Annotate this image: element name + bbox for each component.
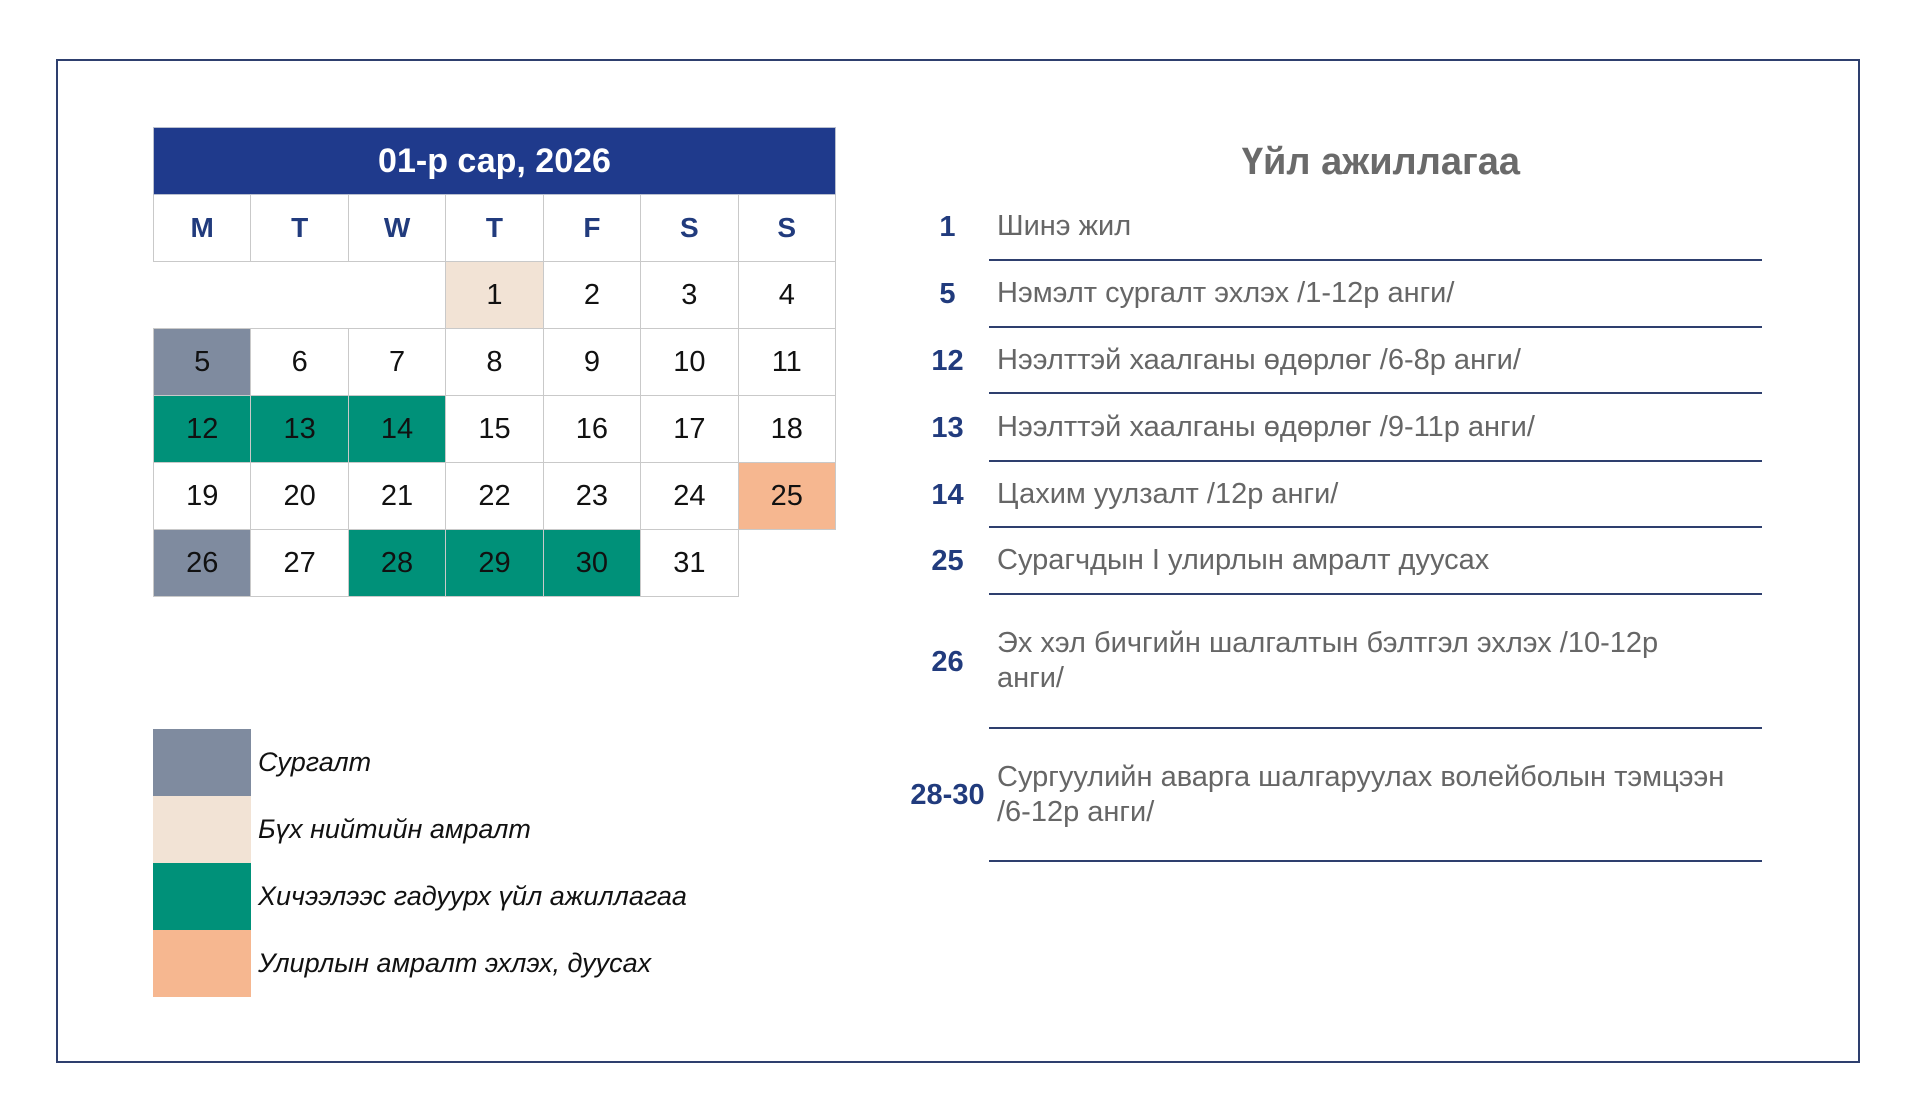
calendar-day-14: 14 bbox=[348, 396, 445, 463]
activity-description: Сурагчдын I улирлын амралт дуусах bbox=[997, 544, 1490, 576]
activity-row bbox=[906, 394, 1762, 462]
calendar-day-24: 24 bbox=[641, 463, 738, 530]
calendar-day-21: 21 bbox=[348, 463, 445, 530]
calendar-day-17: 17 bbox=[641, 396, 738, 463]
calendar-day-22: 22 bbox=[446, 463, 543, 530]
weekday-sunday: S bbox=[738, 195, 835, 262]
calendar-day-18: 18 bbox=[738, 396, 835, 463]
legend-item-term-break bbox=[153, 930, 687, 997]
activity-description-cell bbox=[989, 729, 1762, 862]
activity-description: Эх хэл бичгийн шалгалтын бэлтгэл эхлэх /10-12р анги/ bbox=[997, 627, 1659, 694]
legend-item-training bbox=[153, 729, 687, 796]
activity-date: 12 bbox=[931, 344, 964, 377]
legend-label-training: Сургалт bbox=[258, 747, 372, 777]
activity-row bbox=[906, 595, 1762, 729]
calendar-day-7: 7 bbox=[348, 329, 445, 396]
calendar-day-10: 10 bbox=[641, 329, 738, 396]
calendar-day-3: 3 bbox=[641, 262, 738, 329]
activity-description-cell bbox=[989, 193, 1762, 261]
weekday-monday: M bbox=[154, 195, 251, 262]
calendar-day-12: 12 bbox=[154, 396, 251, 463]
calendar-week-row bbox=[154, 329, 836, 396]
activity-description-cell bbox=[989, 328, 1762, 394]
activity-date: 13 bbox=[931, 411, 964, 444]
calendar-day-5: 5 bbox=[154, 329, 251, 396]
legend-item-public-holiday bbox=[153, 796, 687, 863]
legend-label-public-holiday: Бүх нийтийн амралт bbox=[258, 814, 531, 844]
activity-row bbox=[906, 261, 1762, 328]
calendar-day-23: 23 bbox=[543, 463, 640, 530]
calendar-day-30: 30 bbox=[543, 530, 640, 597]
calendar-day-26: 26 bbox=[154, 530, 251, 597]
activity-row bbox=[906, 528, 1762, 595]
calendar-week-row bbox=[154, 396, 836, 463]
activity-description: Шинэ жил bbox=[997, 209, 1132, 242]
activity-description-cell bbox=[989, 595, 1762, 729]
calendar-empty-cell bbox=[348, 262, 445, 329]
calendar-empty-cell bbox=[251, 262, 348, 329]
activity-date: 25 bbox=[931, 545, 964, 577]
calendar-day-9: 9 bbox=[543, 329, 640, 396]
activity-description: Нэмэлт сургалт эхлэх /1-12р анги/ bbox=[997, 277, 1455, 309]
activity-date: 5 bbox=[939, 278, 956, 310]
weekday-tuesday: T bbox=[251, 195, 348, 262]
calendar-week-row bbox=[154, 530, 836, 597]
calendar-day-4: 4 bbox=[738, 262, 835, 329]
calendar-day-2: 2 bbox=[543, 262, 640, 329]
calendar-day-19: 19 bbox=[154, 463, 251, 530]
weekday-wednesday: W bbox=[348, 195, 445, 262]
activity-description: Нээлттэй хаалганы өдөрлөг /9-11р анги/ bbox=[997, 410, 1535, 443]
activity-date: 26 bbox=[931, 645, 964, 678]
calendar-week-row bbox=[154, 463, 836, 530]
calendar-day-31: 31 bbox=[641, 530, 738, 597]
activity-date: 1 bbox=[939, 210, 956, 243]
legend-swatch-extracurricular bbox=[153, 863, 251, 930]
calendar-title: 01-р сар, 2026 bbox=[154, 128, 836, 195]
activities-list bbox=[906, 193, 1762, 862]
activity-description: Цахим уулзалт /12р анги/ bbox=[997, 477, 1339, 510]
weekday-saturday: S bbox=[641, 195, 738, 262]
calendar-day-8: 8 bbox=[446, 329, 543, 396]
calendar-legend bbox=[153, 729, 687, 997]
activity-row bbox=[906, 193, 1762, 261]
activity-description-cell bbox=[989, 528, 1762, 595]
activity-row bbox=[906, 462, 1762, 528]
activity-description-cell bbox=[989, 394, 1762, 462]
calendar-day-29: 29 bbox=[446, 530, 543, 597]
month-calendar bbox=[153, 127, 836, 597]
calendar-day-20: 20 bbox=[251, 463, 348, 530]
legend-swatch-term-break bbox=[153, 930, 251, 997]
legend-label-extracurricular: Хичээлээс гадуурх үйл ажиллагаа bbox=[258, 881, 687, 911]
activity-description: Нээлттэй хаалганы өдөрлөг /6-8р анги/ bbox=[997, 343, 1521, 376]
weekday-header-row bbox=[154, 195, 836, 262]
calendar-day-27: 27 bbox=[251, 530, 348, 597]
activity-description-cell bbox=[989, 462, 1762, 528]
activity-description-cell bbox=[989, 261, 1762, 328]
calendar-week-row bbox=[154, 262, 836, 329]
activity-description: Сургуулийн аварга шалгаруулах волейболын тэмцээн /6-12р анги/ bbox=[997, 760, 1725, 828]
calendar-empty-cell bbox=[738, 530, 835, 597]
calendar-day-1: 1 bbox=[446, 262, 543, 329]
calendar-day-25: 25 bbox=[738, 463, 835, 530]
calendar-day-28: 28 bbox=[348, 530, 445, 597]
activity-row bbox=[906, 729, 1762, 862]
calendar-day-13: 13 bbox=[251, 396, 348, 463]
calendar-day-16: 16 bbox=[543, 396, 640, 463]
legend-label-term-break: Улирлын амралт эхлэх, дуусах bbox=[258, 948, 652, 978]
legend-item-extracurricular bbox=[153, 863, 687, 930]
calendar-empty-cell bbox=[154, 262, 251, 329]
legend-swatch-training bbox=[153, 729, 251, 796]
weekday-friday: F bbox=[543, 195, 640, 262]
activities-title: Үйл ажиллагаа bbox=[1241, 141, 1521, 183]
activity-row bbox=[906, 328, 1762, 394]
calendar-day-6: 6 bbox=[251, 329, 348, 396]
legend-swatch-public-holiday bbox=[153, 796, 251, 863]
calendar-day-15: 15 bbox=[446, 396, 543, 463]
weekday-thursday: T bbox=[446, 195, 543, 262]
calendar-day-11: 11 bbox=[738, 329, 835, 396]
activity-date: 28-30 bbox=[910, 779, 985, 811]
activity-date: 14 bbox=[931, 478, 964, 511]
